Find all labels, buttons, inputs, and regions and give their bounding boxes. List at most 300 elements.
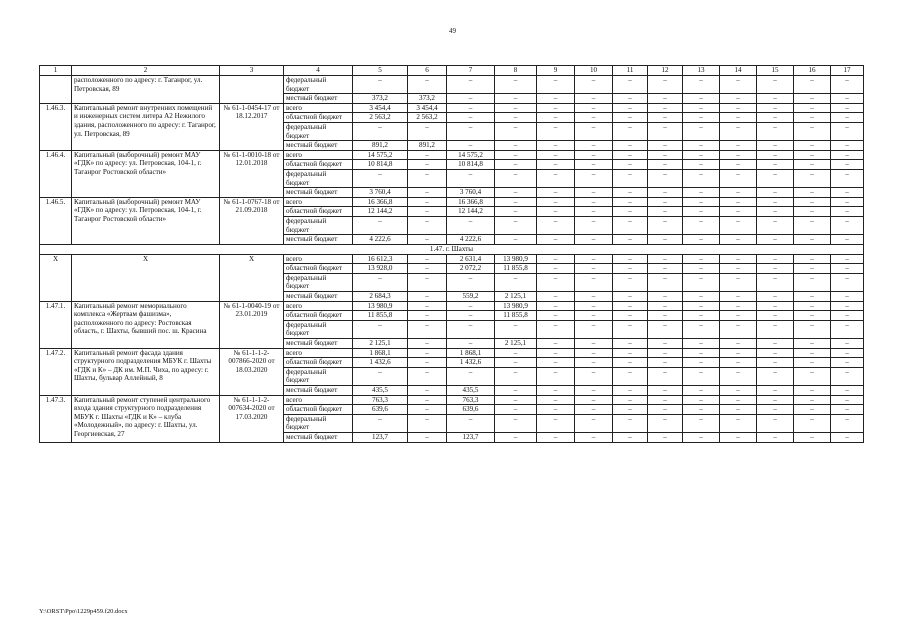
value-cell: 2 684,3 [353,292,408,302]
value-cell: – [495,216,537,234]
value-cell: – [575,150,613,160]
value-cell: – [408,207,447,217]
value-cell: – [575,76,613,94]
value-cell: – [683,197,720,207]
value-cell: – [794,292,831,302]
value-cell: – [613,113,648,123]
value-cell: – [831,254,864,264]
value-cell: – [408,150,447,160]
value-cell: 763,3 [353,395,408,405]
value-cell: – [408,432,447,442]
value-cell: – [537,235,575,245]
value-cell: – [447,216,495,234]
value-cell: 2 072,2 [447,264,495,274]
budget-label: местный бюджет [284,386,353,396]
budget-label: всего [284,395,353,405]
value-cell: – [613,94,648,104]
value-cell: – [495,273,537,291]
value-cell: 373,2 [408,94,447,104]
value-cell: – [648,367,683,385]
value-cell: – [575,320,613,338]
value-cell: – [757,254,794,264]
value-cell: – [537,358,575,368]
item-doc: № 61-1-0010-18 от 12.01.2018 [220,150,284,197]
value-cell: – [648,76,683,94]
value-cell: – [720,386,757,396]
value-cell: – [495,113,537,123]
value-cell: 891,2 [408,141,447,151]
value-cell: – [831,103,864,113]
budget-label: всего [284,103,353,113]
value-cell: – [683,339,720,349]
value-cell: – [648,160,683,170]
value-cell: – [648,103,683,113]
value-cell: – [408,235,447,245]
budget-label: федеральный бюджет [284,169,353,187]
value-cell: – [757,160,794,170]
value-cell: – [537,188,575,198]
value-cell: – [831,150,864,160]
value-cell: – [408,386,447,396]
value-cell: – [720,311,757,321]
value-cell: – [831,207,864,217]
value-cell: – [613,207,648,217]
value-cell: – [408,414,447,432]
value-cell: – [794,169,831,187]
value-cell: – [648,169,683,187]
value-cell: – [683,169,720,187]
value-cell: – [794,339,831,349]
budget-label: областной бюджет [284,311,353,321]
item-id [40,76,72,104]
value-cell: – [648,339,683,349]
value-cell: – [648,320,683,338]
value-cell: – [757,358,794,368]
budget-label: местный бюджет [284,292,353,302]
value-cell: – [720,292,757,302]
value-cell: – [648,150,683,160]
value-cell: – [408,311,447,321]
value-cell: – [757,150,794,160]
value-cell: – [613,320,648,338]
value-cell: – [757,292,794,302]
value-cell: – [353,320,408,338]
value-cell: 1 868,1 [353,348,408,358]
value-cell: – [537,254,575,264]
column-number: 4 [284,66,353,76]
value-cell: – [757,386,794,396]
value-cell: – [495,103,537,113]
budget-label: федеральный бюджет [284,122,353,140]
value-cell: – [537,301,575,311]
value-cell: – [408,197,447,207]
value-cell: 16 366,8 [447,197,495,207]
value-cell: – [575,386,613,396]
value-cell: – [353,216,408,234]
value-cell: – [537,141,575,151]
value-cell: – [794,311,831,321]
value-cell: – [794,320,831,338]
value-cell: – [831,320,864,338]
value-cell: – [353,273,408,291]
column-number: 9 [537,66,575,76]
value-cell: – [447,320,495,338]
budget-label: местный бюджет [284,235,353,245]
value-cell: – [648,141,683,151]
value-cell: – [575,235,613,245]
value-cell: 11 855,8 [495,264,537,274]
budget-label: областной бюджет [284,264,353,274]
item-doc: № 61-1-0040-19 от 23.01.2019 [220,301,284,348]
value-cell: – [575,367,613,385]
value-cell: – [831,301,864,311]
value-cell: – [575,292,613,302]
value-cell: – [575,141,613,151]
value-cell: – [831,141,864,151]
value-cell: – [794,395,831,405]
value-cell: – [683,76,720,94]
value-cell: – [757,141,794,151]
value-cell: – [408,301,447,311]
value-cell: 891,2 [353,141,408,151]
value-cell: 1 432,6 [447,358,495,368]
value-cell: – [720,367,757,385]
value-cell: – [831,197,864,207]
budget-label: федеральный бюджет [284,273,353,291]
value-cell: – [757,235,794,245]
value-cell: – [613,103,648,113]
value-cell: – [720,348,757,358]
value-cell: – [831,122,864,140]
value-cell: – [683,311,720,321]
item-id: 1.47.3. [40,395,72,442]
value-cell: – [648,197,683,207]
value-cell: – [720,197,757,207]
column-number: 8 [495,66,537,76]
budget-label: федеральный бюджет [284,414,353,432]
value-cell: – [648,216,683,234]
value-cell: – [831,432,864,442]
value-cell: – [447,122,495,140]
column-number: 5 [353,66,408,76]
value-cell: – [648,94,683,104]
value-cell: – [683,348,720,358]
value-cell: – [794,414,831,432]
value-cell: – [613,405,648,415]
value-cell: – [613,169,648,187]
value-cell: – [648,301,683,311]
item-name: расположенного по адресу: г. Таганрог, ул. Петровская, 89 [72,76,220,104]
value-cell: – [613,273,648,291]
value-cell: 14 575,2 [353,150,408,160]
table-row [40,76,864,94]
value-cell: – [575,414,613,432]
value-cell: – [683,103,720,113]
value-cell: – [794,197,831,207]
value-cell: – [447,414,495,432]
value-cell: – [613,358,648,368]
value-cell: – [720,216,757,234]
table-row [40,150,864,160]
value-cell: – [613,301,648,311]
value-cell: – [408,216,447,234]
table-row [40,395,864,405]
section-row [40,244,864,254]
value-cell: – [495,197,537,207]
value-cell: – [757,301,794,311]
value-cell: – [537,150,575,160]
value-cell: – [613,122,648,140]
value-cell: – [831,160,864,170]
value-cell: – [794,386,831,396]
item-name: Капитальный ремонт внутренних помещений и инженерных систем литера А2 Нежилого здания, расположенного по адресу: г. Таганрог, ул. Петровская, 89 [72,103,220,150]
budget-label: федеральный бюджет [284,367,353,385]
value-cell: – [613,414,648,432]
value-cell: – [613,395,648,405]
value-cell: – [720,320,757,338]
value-cell: – [831,414,864,432]
budget-label: местный бюджет [284,432,353,442]
value-cell: – [794,122,831,140]
value-cell: 3 454,4 [353,103,408,113]
value-cell: 13 980,9 [353,301,408,311]
budget-label: всего [284,254,353,264]
item-id: 1.46.3. [40,103,72,150]
value-cell: – [613,188,648,198]
value-cell: – [720,235,757,245]
value-cell: – [720,141,757,151]
value-cell: – [495,414,537,432]
value-cell: – [794,113,831,123]
value-cell: – [613,254,648,264]
value-cell: – [408,395,447,405]
value-cell: – [495,94,537,104]
value-cell: – [537,320,575,338]
value-cell: – [683,367,720,385]
value-cell: – [575,197,613,207]
value-cell: – [720,339,757,349]
value-cell: – [757,395,794,405]
value-cell: – [794,94,831,104]
value-cell: 763,3 [447,395,495,405]
value-cell: 16 366,8 [353,197,408,207]
value-cell: – [831,235,864,245]
value-cell: 435,5 [447,386,495,396]
value-cell: – [537,348,575,358]
value-cell: – [720,301,757,311]
value-cell: – [831,188,864,198]
value-cell: – [648,405,683,415]
value-cell: – [757,207,794,217]
value-cell: – [831,76,864,94]
column-number: 7 [447,66,495,76]
value-cell: – [720,150,757,160]
value-cell: – [575,113,613,123]
value-cell: – [831,216,864,234]
value-cell: – [757,94,794,104]
budget-label: местный бюджет [284,94,353,104]
value-cell: – [537,367,575,385]
value-cell: – [575,94,613,104]
value-cell: – [683,264,720,274]
column-number: 2 [72,66,220,76]
value-cell: – [831,273,864,291]
item-doc: № 61-1-0767-18 от 21.09.2018 [220,197,284,244]
value-cell: – [720,122,757,140]
value-cell: – [757,339,794,349]
value-cell: – [613,367,648,385]
value-cell: – [353,414,408,432]
value-cell: – [408,122,447,140]
value-cell: – [831,264,864,274]
value-cell: – [613,141,648,151]
value-cell: – [720,94,757,104]
column-number: 14 [720,66,757,76]
value-cell: – [408,273,447,291]
value-cell: – [794,254,831,264]
value-cell: – [408,405,447,415]
value-cell: – [353,76,408,94]
value-cell: – [683,320,720,338]
value-cell: 11 855,8 [353,311,408,321]
value-cell: – [447,273,495,291]
value-cell: – [495,320,537,338]
budget-label: федеральный бюджет [284,320,353,338]
value-cell: – [495,386,537,396]
value-cell: – [683,358,720,368]
value-cell: – [831,367,864,385]
value-cell: 1 868,1 [447,348,495,358]
value-cell: – [495,122,537,140]
value-cell: – [720,169,757,187]
value-cell: – [537,122,575,140]
value-cell: – [408,264,447,274]
value-cell: – [648,254,683,264]
value-cell: – [537,207,575,217]
value-cell: – [495,76,537,94]
value-cell: 4 222,6 [353,235,408,245]
value-cell: – [575,216,613,234]
value-cell: – [831,169,864,187]
value-cell: – [447,103,495,113]
item-id: 1.47.2. [40,348,72,395]
value-cell: – [408,358,447,368]
value-cell: – [575,273,613,291]
value-cell: – [831,348,864,358]
value-cell: – [575,264,613,274]
value-cell: – [831,386,864,396]
table-body [40,66,864,443]
value-cell: – [613,76,648,94]
table-row [40,103,864,113]
value-cell: – [613,197,648,207]
value-cell: 2 563,2 [408,113,447,123]
value-cell: – [794,76,831,94]
column-number: 12 [648,66,683,76]
value-cell: – [613,160,648,170]
value-cell: – [648,395,683,405]
value-cell: – [720,358,757,368]
value-cell: 2 125,1 [495,292,537,302]
value-cell: – [575,405,613,415]
value-cell: – [794,188,831,198]
value-cell: – [683,235,720,245]
value-cell: – [683,94,720,104]
budget-label: местный бюджет [284,188,353,198]
value-cell: – [447,94,495,104]
value-cell: – [794,150,831,160]
value-cell: – [757,122,794,140]
item-doc [220,76,284,104]
budget-label: всего [284,301,353,311]
column-number: 10 [575,66,613,76]
value-cell: – [408,76,447,94]
item-name: Капитальный ремонт фасада здания структурного подразделения МБУК г. Шахты «ГДК и К» – ДК им. М.П. Чиха, по адресу: г. Шахты, бульвар Аллейный, 8 [72,348,220,395]
value-cell: – [720,264,757,274]
value-cell: – [720,188,757,198]
value-cell: – [575,254,613,264]
value-cell: – [537,432,575,442]
value-cell: – [831,339,864,349]
value-cell: – [757,367,794,385]
value-cell: – [831,292,864,302]
value-cell: 2 631,4 [447,254,495,264]
value-cell: – [794,273,831,291]
value-cell: – [408,339,447,349]
value-cell: – [648,292,683,302]
value-cell: – [575,103,613,113]
value-cell: – [613,264,648,274]
value-cell: 10 814,8 [353,160,408,170]
item-id: 1.46.5. [40,197,72,244]
value-cell: – [683,386,720,396]
value-cell: – [794,358,831,368]
budget-label: областной бюджет [284,113,353,123]
value-cell: – [613,339,648,349]
value-cell: – [683,301,720,311]
value-cell: – [794,301,831,311]
value-cell: – [447,367,495,385]
value-cell: – [613,235,648,245]
item-name: Капитальный (выборочный) ремонт МАУ «ГДК» по адресу: ул. Петровская, 104-1, г. Таганрог Ростовской области» [72,197,220,244]
value-cell: 639,6 [447,405,495,415]
value-cell: 3 760,4 [447,188,495,198]
budget-label: местный бюджет [284,339,353,349]
budget-label: всего [284,150,353,160]
item-id: 1.47.1. [40,301,72,348]
value-cell: 3 760,4 [353,188,408,198]
value-cell: – [794,141,831,151]
budget-label: областной бюджет [284,405,353,415]
value-cell: – [495,207,537,217]
value-cell: 10 814,8 [447,160,495,170]
value-cell: – [613,432,648,442]
value-cell: – [408,367,447,385]
value-cell: 2 563,2 [353,113,408,123]
value-cell: – [575,339,613,349]
value-cell: – [447,339,495,349]
value-cell: – [537,197,575,207]
value-cell: – [757,414,794,432]
value-cell: – [408,348,447,358]
footer-path: Y:\ORST\Ppo\1229p459.f20.docx [39,608,128,615]
value-cell: – [537,169,575,187]
value-cell: – [537,405,575,415]
value-cell: – [537,216,575,234]
value-cell: – [537,339,575,349]
value-cell: – [648,207,683,217]
value-cell: – [757,188,794,198]
